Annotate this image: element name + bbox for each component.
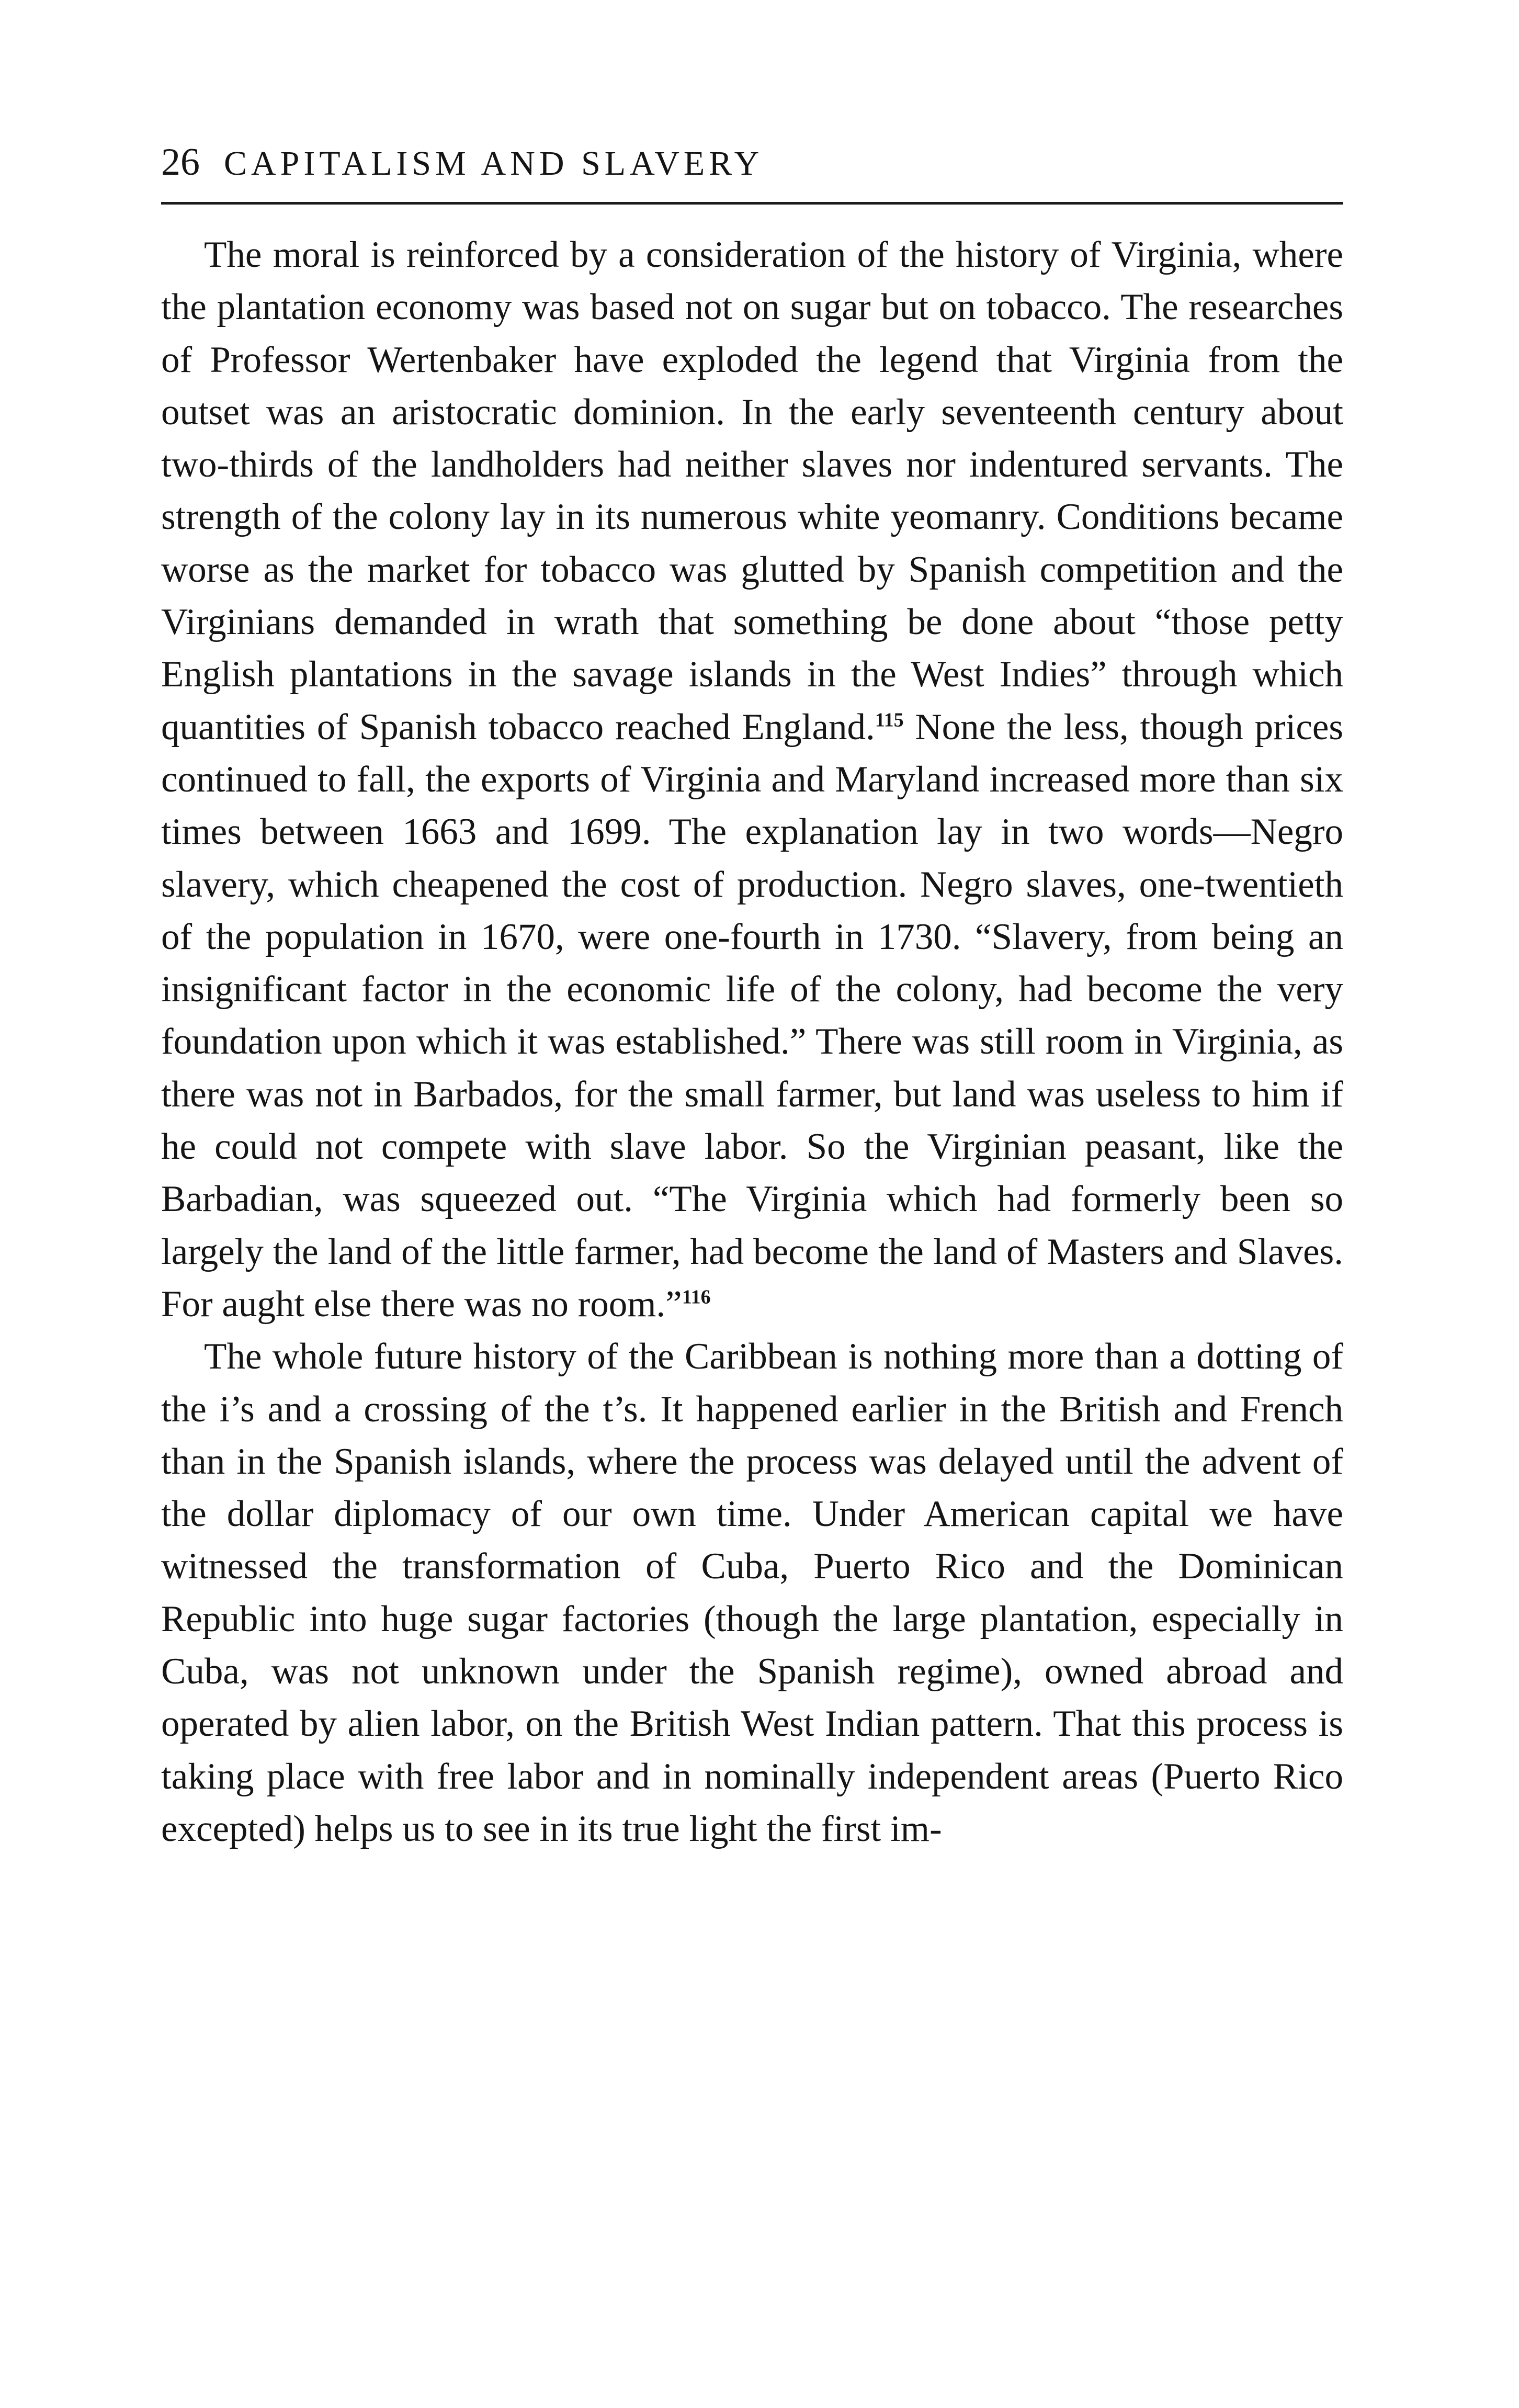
paragraph-1-text-1: The moral is reinforced by a consideration of the history of Virginia, where the plantation economy was based not on sugar but on tobacco. The researches of Professor Wertenbaker have exploded the legend that Virginia from the outset was an aristocratic dominion. In the early seventeenth century about two-thirds of the landholders had neither slaves nor indentured servants. The strength of the colony lay in its numerous white yeomanry. Conditions became worse as the market for tobacco was glutted by Spanish competition and the Virginians demanded in wrath that something be done about “those petty English plantations in the savage islands in the West Indies” through which quantities of Spanish tobacco reached England. — [161, 234, 1343, 748]
header-rule — [161, 202, 1343, 205]
paragraph-1 — [161, 229, 1343, 1330]
paragraph-2 — [161, 1330, 1343, 1855]
page-number: 26 — [161, 141, 200, 184]
paragraph-2-text: The whole future history of the Caribbean is nothing more than a dotting of the i’s and a crossing of the t’s. It happened earlier in the British and French than in the Spanish islands, where the process was delayed until the advent of the dollar diplomacy of our own time. Under American capital we have witnessed the transformation of Cuba, Puerto Rico and the Dominican Republic into huge sugar factories (though the large plantation, especially in Cuba, was not unknown under the Spanish regime), owned abroad and operated by alien labor, on the British West Indian pattern. That this process is taking place with free labor and in nominally independent areas (Puerto Rico excepted) helps us to see in its true light the first im- — [161, 1336, 1343, 1849]
book-page — [161, 141, 1343, 1855]
running-head-title: CAPITALISM AND SLAVERY — [224, 144, 764, 183]
footnote-reference-115: 115 — [875, 709, 904, 731]
footnote-reference-116: 116 — [682, 1286, 711, 1308]
body-text — [161, 229, 1343, 1855]
paragraph-1-text-2: None the less, though prices continued to fall, the exports of Virginia and Maryland increased more than six times between 1663 and 1699. The explanation lay in two words—Negro slavery, which cheapened the cost of production. Negro slaves, one-twentieth of the population in 1670, were one-fourth in 1730. “Slavery, from being an insignificant factor in the economic life of the colony, had become the very foundation upon which it was established.” There was still room in Virginia, as there was not in Barbados, for the small farmer, but land was useless to him if he could not compete with slave labor. So the Virginian peasant, like the Barbadian, was squeezed out. “The Virginia which had formerly been so largely the land of the little farmer, had become the land of Masters and Slaves. For aught else there was no room.” — [161, 706, 1343, 1325]
running-head — [161, 141, 1343, 183]
